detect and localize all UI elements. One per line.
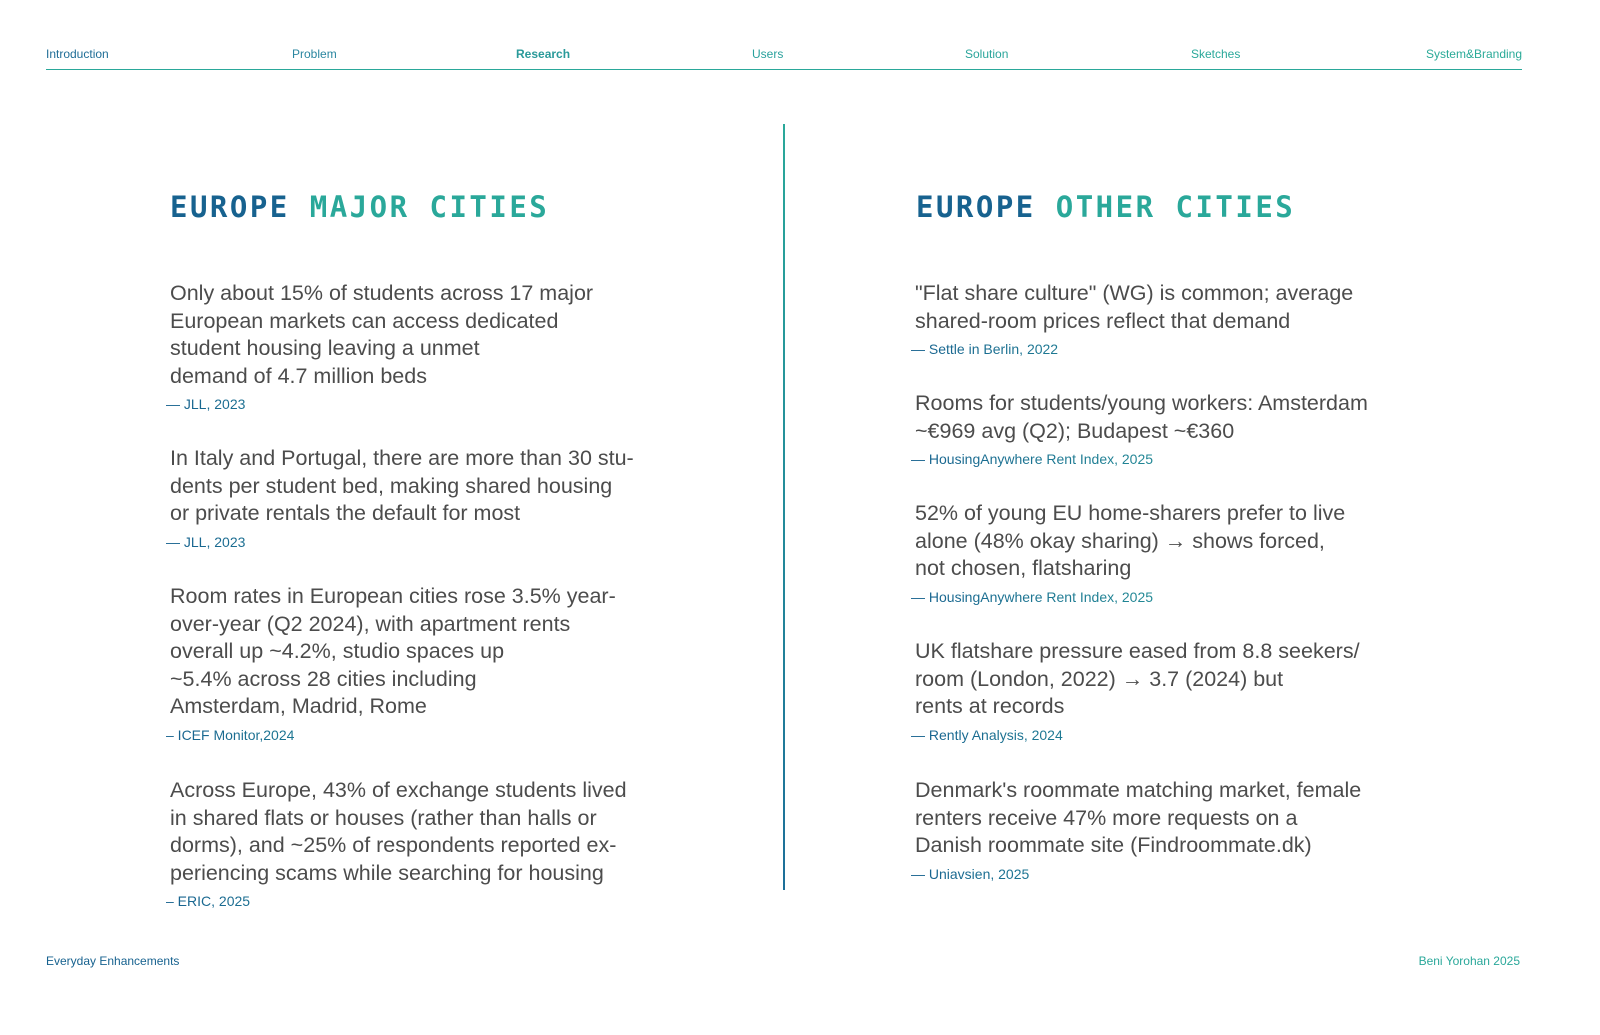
nav-item-users[interactable]: Users (752, 47, 784, 61)
quote-text: Room rates in European cities rose 3.5% year- over-year (Q2 2024), with apartment rents overall up ~4.2%, studio spaces up ~5.4% across 28 cities including Amsterdam, Madrid, Rome (170, 584, 616, 719)
nav-item-problem[interactable]: Problem (292, 47, 337, 61)
left-entry-1 (166, 280, 594, 413)
right-heading (916, 190, 1295, 224)
quote-text: Denmark's roommate matching market, female renters receive 47% more requests on a Danish roommate site (Findroommate.dk) (915, 778, 1362, 858)
footer-project-name: Everyday Enhancements (46, 954, 180, 968)
quote-text: UK flatshare pressure eased from 8.8 seekers/ room (London, 2022) → 3.7 (2024) but rents at records (915, 639, 1360, 719)
source-citation: — HousingAnywhere Rent Index, 2025 (911, 450, 1368, 468)
right-entry-2 (911, 390, 1368, 468)
source-citation: – ICEF Monitor,2024 (166, 726, 616, 744)
right-entry-1 (911, 280, 1354, 358)
left-heading-word1: EUROPE (170, 190, 290, 224)
nav-item-research[interactable]: Research (516, 47, 571, 61)
nav-item-introduction[interactable]: Introduction (46, 47, 109, 61)
right-entry-4 (911, 638, 1360, 744)
nav-item-system-branding[interactable]: System&Branding (1425, 47, 1522, 61)
source-citation: — Settle in Berlin, 2022 (911, 340, 1353, 358)
source-citation: — Rently Analysis, 2024 (911, 726, 1360, 744)
quote-text: Across Europe, 43% of exchange students lived in shared flats or houses (rather than halls or dorms), and ~25% of respondents reported ex- periencing scams while searching for housing (170, 778, 627, 885)
quote-text: 52% of young EU home-sharers prefer to live alone (48% okay sharing) → shows forced, not chosen, flatsharing (915, 501, 1346, 581)
source-citation: — Uniavsien, 2025 (911, 865, 1361, 883)
quote-text: Rooms for students/young workers: Amsterdam ~€969 avg (Q2); Budapest ~€360 (915, 391, 1368, 443)
column-divider (783, 124, 785, 890)
left-entry-4 (166, 777, 627, 910)
footer-author: Beni Yorohan 2025 (1418, 954, 1520, 968)
nav-item-sketches[interactable]: Sketches (1191, 47, 1241, 61)
source-citation: – ERIC, 2025 (166, 892, 627, 910)
left-heading (170, 190, 549, 224)
quote-text: "Flat share culture" (WG) is common; average shared-room prices reflect that demand (915, 281, 1354, 333)
left-entry-3 (166, 583, 616, 744)
right-heading-word2: OTHER CITIES (1055, 190, 1296, 224)
section-nav (46, 46, 1522, 70)
nav-item-solution[interactable]: Solution (965, 47, 1009, 61)
source-citation: — JLL, 2023 (166, 395, 593, 413)
quote-text: In Italy and Portugal, there are more than 30 stu- dents per student bed, making shared housing or private rentals the default for most (170, 446, 634, 526)
right-entry-3 (911, 500, 1346, 606)
source-citation: — JLL, 2023 (166, 533, 634, 551)
left-entry-2 (166, 445, 634, 551)
left-heading-word2: MAJOR CITIES (309, 190, 550, 224)
quote-text: Only about 15% of students across 17 major European markets can access dedicated student housing leaving a unmet demand of 4.7 million beds (170, 281, 594, 388)
right-entry-5 (911, 777, 1362, 883)
right-heading-word1: EUROPE (916, 190, 1036, 224)
source-citation: — HousingAnywhere Rent Index, 2025 (911, 588, 1345, 606)
